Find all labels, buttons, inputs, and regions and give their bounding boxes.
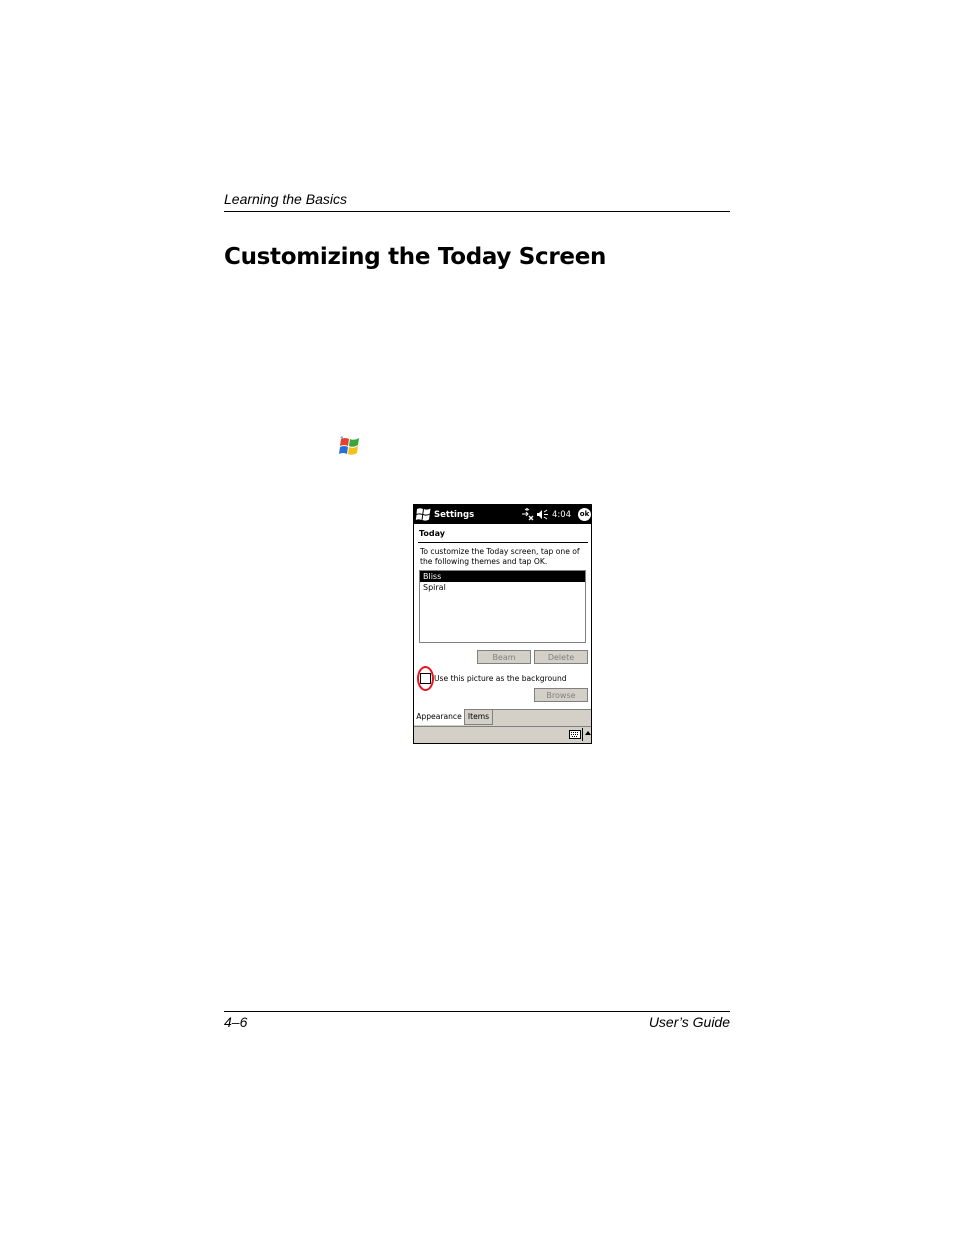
ok-button[interactable]: ok bbox=[578, 508, 591, 521]
connectivity-icon[interactable] bbox=[521, 508, 534, 521]
theme-list[interactable] bbox=[419, 570, 586, 643]
callout-circle bbox=[417, 666, 434, 691]
page-title: Customizing the Today Screen bbox=[224, 244, 607, 270]
theme-item-spiral[interactable]: Spiral bbox=[423, 583, 446, 592]
browse-button[interactable]: Browse bbox=[534, 688, 588, 702]
background-checkbox-label: Use this picture as the background bbox=[434, 674, 567, 683]
windows-flag-icon[interactable] bbox=[415, 506, 432, 523]
volume-icon[interactable] bbox=[536, 508, 549, 521]
running-head: Learning the Basics bbox=[224, 191, 347, 207]
delete-button[interactable]: Delete bbox=[534, 650, 588, 664]
nav-title: Settings bbox=[434, 510, 475, 520]
windows-start-icon bbox=[338, 435, 362, 457]
footer-rule bbox=[224, 1011, 730, 1012]
sip-arrow-icon[interactable] bbox=[585, 731, 591, 735]
header-rule bbox=[224, 211, 730, 212]
section-title: Today bbox=[419, 529, 445, 538]
theme-item-bliss[interactable]: Bliss bbox=[420, 571, 585, 582]
page-number: 4–6 bbox=[224, 1014, 248, 1030]
navigation-bar bbox=[414, 505, 591, 524]
pocket-pc-screenshot bbox=[413, 504, 592, 744]
book-title: User’s Guide bbox=[648, 1014, 730, 1030]
menu-bar bbox=[414, 726, 591, 743]
section-rule bbox=[418, 542, 588, 543]
tab-appearance[interactable]: Appearance bbox=[414, 709, 465, 725]
tab-bar bbox=[414, 709, 591, 726]
tab-items[interactable]: Items bbox=[465, 709, 493, 725]
clock-time[interactable]: 4:04 bbox=[552, 510, 572, 520]
keyboard-icon[interactable] bbox=[569, 730, 581, 739]
beam-button[interactable]: Beam bbox=[477, 650, 531, 664]
instructions-text: To customize the Today screen, tap one of the following themes and tap OK. bbox=[420, 547, 580, 566]
sip-divider bbox=[582, 728, 583, 741]
